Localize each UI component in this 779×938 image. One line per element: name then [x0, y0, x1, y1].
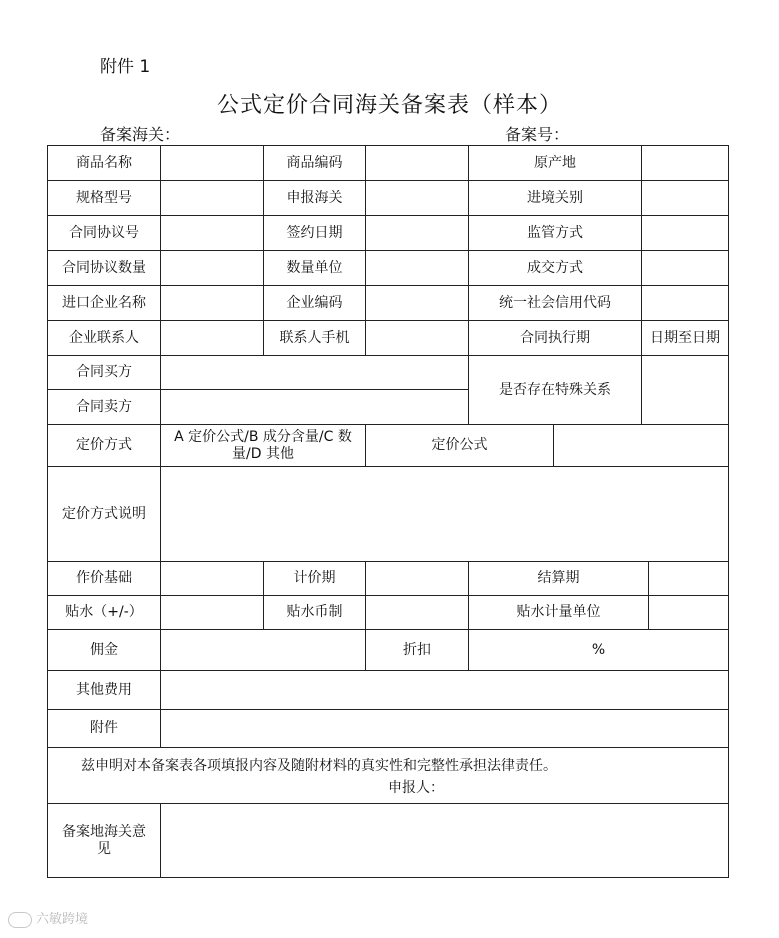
label-credit-code: 统一社会信用代码: [469, 286, 642, 321]
label-contract-quantity: 合同协议数量: [48, 251, 161, 286]
label-origin: 原产地: [469, 146, 642, 181]
label-pricing-description: 定价方式说明: [48, 467, 161, 562]
label-discount: 折扣: [366, 630, 469, 671]
watermark-logo-icon: [8, 912, 32, 928]
label-pricing-method: 定价方式: [48, 425, 161, 467]
field-supervision-mode[interactable]: [642, 216, 729, 251]
field-discount[interactable]: %: [469, 630, 729, 671]
field-entry-port[interactable]: [642, 181, 729, 216]
label-contract-no: 合同协议号: [48, 216, 161, 251]
field-product-name[interactable]: [161, 146, 264, 181]
field-premium[interactable]: [161, 596, 264, 630]
label-settlement-period: 结算期: [469, 562, 649, 596]
label-premium-unit: 贴水计量单位: [469, 596, 649, 630]
label-product-name: 商品名称: [48, 146, 161, 181]
field-pricing-period[interactable]: [366, 562, 469, 596]
label-buyer: 合同买方: [48, 356, 161, 390]
label-customs-opinion: 备案地海关意见: [48, 804, 161, 878]
label-attachments: 附件: [48, 710, 161, 748]
field-attachments[interactable]: [161, 710, 729, 748]
watermark: [8, 908, 88, 928]
field-contract-quantity[interactable]: [161, 251, 264, 286]
field-quantity-unit[interactable]: [366, 251, 469, 286]
field-importer-name[interactable]: [161, 286, 264, 321]
label-premium: 贴水（+/-）: [48, 596, 161, 630]
label-pricing-basis: 作价基础: [48, 562, 161, 596]
label-supervision-mode: 监管方式: [469, 216, 642, 251]
label-pricing-formula: 定价公式: [366, 425, 554, 467]
field-contract-no[interactable]: [161, 216, 264, 251]
label-entry-port: 进境关别: [469, 181, 642, 216]
field-pricing-formula[interactable]: [554, 425, 729, 467]
field-spec-model[interactable]: [161, 181, 264, 216]
record-no-label: 备案号：: [505, 125, 570, 144]
field-contact-person[interactable]: [161, 321, 264, 356]
label-transaction-mode: 成交方式: [469, 251, 642, 286]
label-importer-name: 进口企业名称: [48, 286, 161, 321]
field-customs-opinion[interactable]: [161, 804, 729, 878]
label-enterprise-code: 企业编码: [264, 286, 366, 321]
field-execution-period[interactable]: 日期至日期: [642, 321, 729, 356]
declaration-cell: [48, 748, 729, 804]
label-commission: 佣金: [48, 630, 161, 671]
label-execution-period: 合同执行期: [469, 321, 642, 356]
label-seller: 合同卖方: [48, 390, 161, 425]
label-special-relation: 是否存在特殊关系: [469, 356, 642, 425]
field-transaction-mode[interactable]: [642, 251, 729, 286]
label-contact-person: 企业联系人: [48, 321, 161, 356]
field-settlement-period[interactable]: [649, 562, 729, 596]
field-contact-mobile[interactable]: [366, 321, 469, 356]
field-premium-unit[interactable]: [649, 596, 729, 630]
declaration-text: 兹申明对本备案表各项填报内容及随附材料的真实性和完整性承担法律责任。: [81, 758, 557, 774]
label-product-code: 商品编码: [264, 146, 366, 181]
field-product-code[interactable]: [366, 146, 469, 181]
label-other-fees: 其他费用: [48, 671, 161, 710]
label-spec-model: 规格型号: [48, 181, 161, 216]
field-sign-date[interactable]: [366, 216, 469, 251]
record-form-table: [47, 145, 729, 878]
label-pricing-period: 计价期: [264, 562, 366, 596]
field-origin[interactable]: [642, 146, 729, 181]
field-pricing-basis[interactable]: [161, 562, 264, 596]
field-other-fees[interactable]: [161, 671, 729, 710]
label-quantity-unit: 数量单位: [264, 251, 366, 286]
label-contact-mobile: 联系人手机: [264, 321, 366, 356]
field-credit-code[interactable]: [642, 286, 729, 321]
field-buyer[interactable]: [161, 356, 469, 390]
field-pricing-description[interactable]: [161, 467, 729, 562]
customs-label: 备案海关：: [100, 125, 181, 144]
label-sign-date: 签约日期: [264, 216, 366, 251]
applicant-label: 申报人：: [388, 780, 444, 796]
attachment-label: 附件 1: [100, 57, 151, 77]
pricing-options: A 定价公式/B 成分含量/C 数量/D 其他: [161, 425, 366, 467]
field-special-relation[interactable]: [642, 356, 729, 425]
field-declaring-customs[interactable]: [366, 181, 469, 216]
field-seller[interactable]: [161, 390, 469, 425]
label-declaring-customs: 申报海关: [264, 181, 366, 216]
field-premium-currency[interactable]: [366, 596, 469, 630]
page-title: 公式定价合同海关备案表（样本）: [216, 93, 562, 118]
label-premium-currency: 贴水币制: [264, 596, 366, 630]
watermark-text: 六敏跨境: [36, 912, 89, 927]
field-enterprise-code[interactable]: [366, 286, 469, 321]
field-commission[interactable]: [161, 630, 366, 671]
